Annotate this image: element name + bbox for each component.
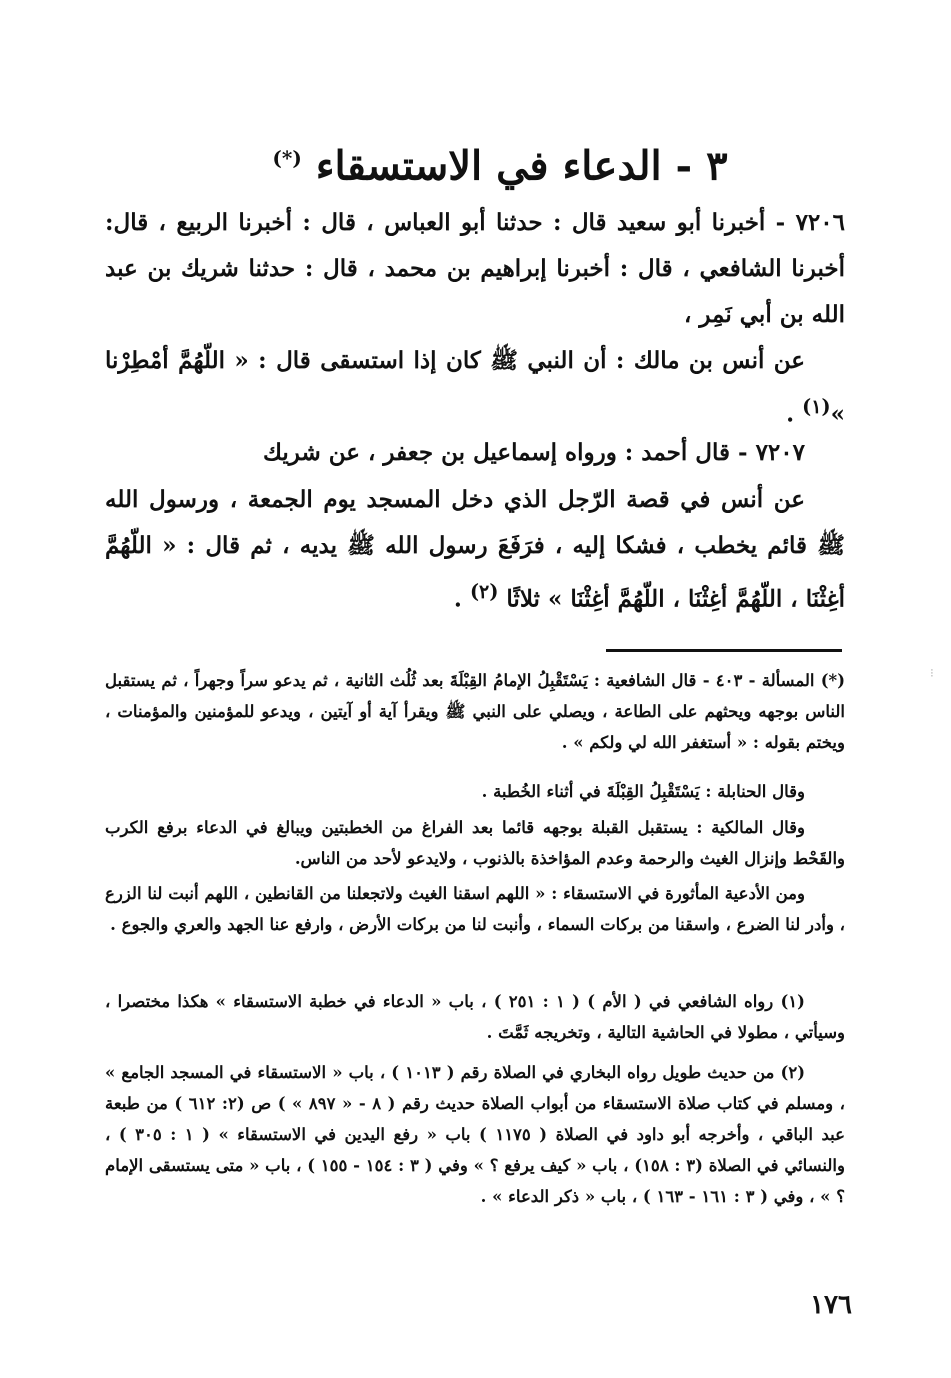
hadith-7206-matn — [105, 338, 845, 438]
footnote-ref-1: (١) — [802, 395, 831, 418]
hadith-7206-isnad — [105, 200, 845, 338]
heading-footnote-marker: (*) — [272, 146, 302, 170]
footnote-star-p4: ومن الأدعية المأثورة في الاستسقاء : « اللهم اسقنا الغيث ولاتجعلنا من القانطين ، اللهم أنبت لنا الزرع ، وأدر لنا الضرع ، واسقنا من بركات السماء ، وأنبت لنا من بركات الأرض ، وارفع عنا الجهد والعري والجوع . — [105, 884, 845, 934]
page-number: ١٧٦ — [810, 1290, 852, 1320]
footnote-star-p1: (*) المسألة - ٤٠٣ - قال الشافعية : يَسْتَقْبِلُ الإمامُ القِبْلَةَ بعد ثُلُث الثانية ، ثم يدعو سراً وجهراً ، ثم يستقبل الناس بوجهه ويحثهم على الطاعة ، ويصلي على النبي ﷺ ويقرأ آية أو آيتين ، ويدعو للمؤمنين والمؤمنات ، ويختم بقوله : « أستغفر الله لي ولكم » . — [105, 671, 845, 752]
footnote-2 — [105, 1057, 845, 1212]
footnote-2-text: (٢) من حديث طويل رواه البخاري في الصلاة رقم ( ١٠١٣ ) ، باب « الاستسقاء في المسجد الجامع » ، ومسلم في كتاب صلاة الاستسقاء من أبواب الصلاة حديث رقم ( ٨ - « ٨٩٧ » ) ص (٢: ٦١٢ ) من طبعة عبد الباقي ، وأخرجه أبو داود في الصلاة ( ١١٧٥ ) باب « رفع اليدين في الاستسقاء » ( ١ : ٣٠٥ ) ، والنسائي في الصلاة (٣ : ١٥٨) ، باب « كيف يرفع ؟ » وفي ( ٣ : ١٥٤ - ١٥٥ ) ، باب « متى يستسقى الإمام ؟ » ، وفي ( ٣ : ١٦١ - ١٦٣ ) ، باب « ذكر الدعاء » . — [105, 1063, 846, 1206]
footnote-separator — [606, 649, 842, 652]
footnote-1 — [105, 986, 845, 1048]
hadith-7206-matn-text: عن أنس بن مالك : أن النبي ﷺ كان إذا استسقى قال : « اللّهُمَّ أمْطِرْنا » — [105, 347, 845, 428]
footnote-star-duas — [105, 878, 845, 940]
margin-speck: ⁝ — [930, 666, 934, 680]
hadith-7207-matn — [105, 477, 845, 623]
section-title: ٣ - الدعاء في الاستسقاء — [315, 142, 728, 190]
section-heading — [250, 130, 750, 194]
hadith-7207-end: . — [453, 585, 462, 613]
footnote-star-malikiyya — [105, 812, 845, 874]
footnote-star-hanabila — [105, 776, 845, 807]
footnote-1-text: (١) رواه الشافعي في ( الأم ) ( ١ : ٢٥١ ) ، باب « الدعاء في خطبة الاستسقاء » هكذا مختصرا ، وسيأتي ، مطولا في الحاشية التالية ، وتخريجه ثَمَّتَ . — [105, 992, 845, 1042]
hadith-7206-isnad-text: ٧٢٠٦ - أخبرنا أبو سعيد قال : حدثنا أبو العباس ، قال : أخبرنا الربيع ، قال: أخبرنا الشافعي ، قال : أخبرنا إبراهيم بن محمد ، قال : حدثنا شريك بن عبد الله بن أبي نَمِر ، — [105, 209, 845, 328]
hadith-7207-isnad-text: ٧٢٠٧ - قال أحمد : ورواه إسماعيل بن جعفر ، عن شريك — [263, 439, 805, 466]
hadith-7207-matn-paragraph — [105, 477, 845, 623]
hadith-7206-matn-paragraph — [105, 338, 845, 438]
footnote-star-p3: وقال المالكية : يستقبل القبلة بوجهه قائما بعد الفراغ من الخطبتين ويبالغ في الدعاء برفع الكرب والقَحْط وإنزال الغيث والرحمة وعدم المؤاخذة بالذنوب ، ولايدعو لأحد من الناس. — [105, 818, 845, 868]
footnote-star-block — [105, 665, 845, 758]
footnote-star-p2: وقال الحنابلة : يَسْتَقْبِلُ القِبْلَةَ في أثناء الخُطبة . — [481, 782, 805, 801]
hadith-7207-matn-text: عن أنس في قصة الرّجل الذي دخل المسجد يوم الجمعة ، ورسول الله ﷺ قائم يخطب ، فشكا إليه ، فرَفَعَ رسول الله ﷺ يديه ، ثم قال : « اللّهُمَّ أغِثْنَا ، اللّهُمَّ أغِثْنَا ، اللّهُمَّ أغِثْنَا » ثلاثًا — [105, 486, 845, 613]
hadith-7206-end: . — [786, 400, 795, 428]
hadith-7207-isnad — [105, 430, 845, 476]
footnote-ref-2: (٢) — [469, 580, 499, 603]
